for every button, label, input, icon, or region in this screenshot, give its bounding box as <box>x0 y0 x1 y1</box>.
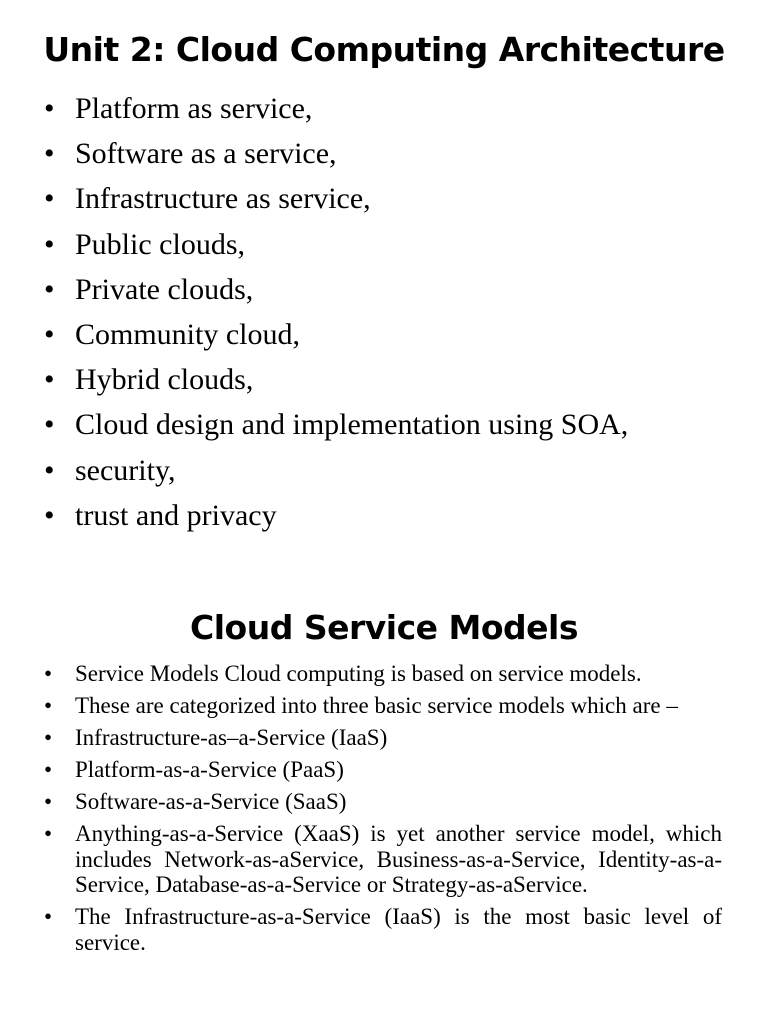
list-item: • These are categorized into three basic service models which are – <box>44 693 722 719</box>
list-item: • Software-as-a-Service (SaaS) <box>44 789 722 815</box>
unit-title: Unit 2: Cloud Computing Architecture <box>43 30 725 69</box>
list-item: • The Infrastructure-as-a-Service (IaaS) is the most basic level of service. <box>44 904 722 955</box>
topics-list <box>44 86 628 538</box>
list-item: • Platform-as-a-Service (PaaS) <box>44 757 722 783</box>
list-item: • Private clouds, <box>44 267 628 312</box>
list-item: • Service Models Cloud computing is based on service models. <box>44 661 722 687</box>
list-item: • trust and privacy <box>44 493 628 538</box>
list-item: • Community cloud, <box>44 312 628 357</box>
list-item: • Platform as service, <box>44 86 628 131</box>
list-item: • Infrastructure-as–a-Service (IaaS) <box>44 725 722 751</box>
list-item: • Infrastructure as service, <box>44 176 628 221</box>
list-item: • security, <box>44 448 628 493</box>
list-item: • Software as a service, <box>44 131 628 176</box>
list-item: • Public clouds, <box>44 222 628 267</box>
list-item: • Hybrid clouds, <box>44 357 628 402</box>
service-models-list <box>44 661 722 962</box>
list-item: • Anything-as-a-Service (XaaS) is yet another service model, which includes Network-as-aService, Business-as-a-Service, Identity-as-a-Service, Database-as-a-Service or Strategy-as-aService. <box>44 821 722 898</box>
list-item: • Cloud design and implementation using SOA, <box>44 402 628 447</box>
section-title: Cloud Service Models <box>190 608 578 647</box>
